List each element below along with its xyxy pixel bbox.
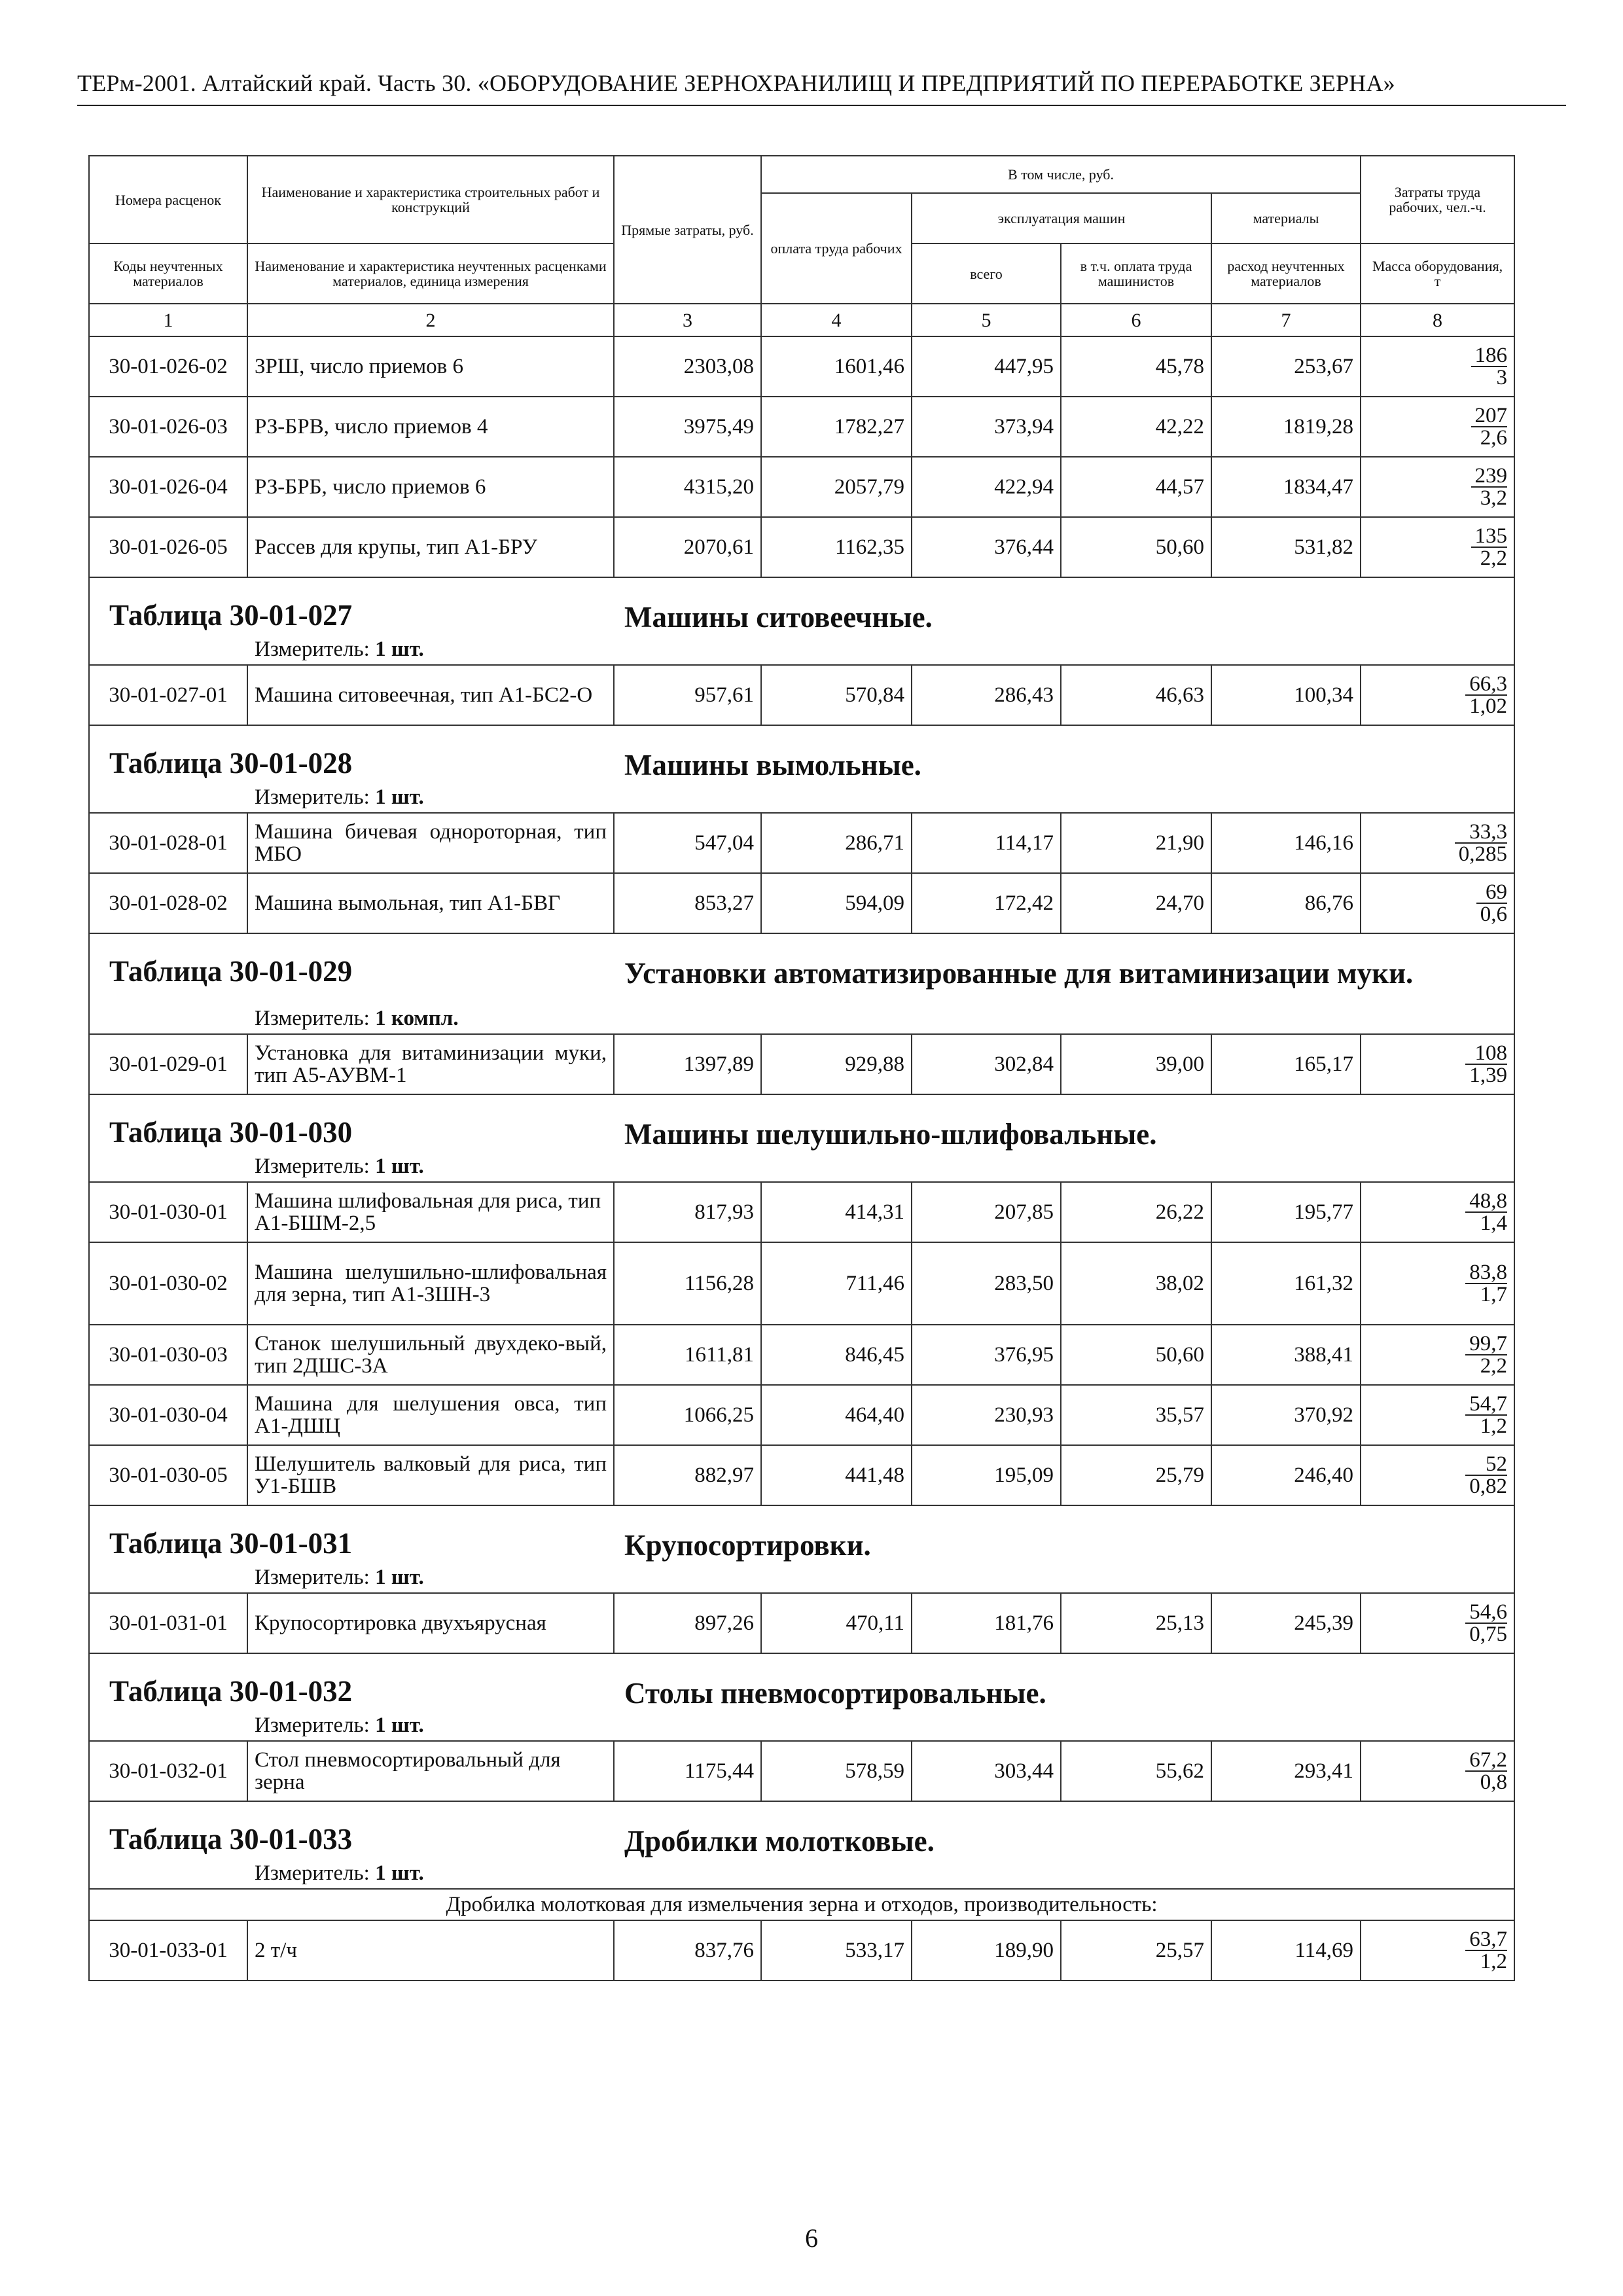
materials-cost: 388,41 — [1211, 1325, 1361, 1385]
labor-hours-mass — [1361, 1445, 1514, 1505]
section-number: Таблица 30-01-027 — [109, 599, 353, 632]
section-unit — [255, 1862, 424, 1884]
direct-costs: 1611,81 — [614, 1325, 761, 1385]
machinists-pay: 46,63 — [1061, 665, 1211, 725]
materials-cost: 161,32 — [1211, 1242, 1361, 1325]
rates-table — [88, 155, 1515, 1981]
materials-cost: 1834,47 — [1211, 457, 1361, 517]
materials-cost: 531,82 — [1211, 517, 1361, 577]
table-row — [89, 336, 1514, 397]
rate-code: 30-01-033-01 — [89, 1920, 247, 1981]
subheader-row — [89, 1889, 1514, 1920]
rate-code: 30-01-026-04 — [89, 457, 247, 517]
materials-cost: 114,69 — [1211, 1920, 1361, 1981]
unit-value: 1 компл. — [375, 1007, 459, 1030]
unit-label: Измеритель: — [255, 1155, 370, 1178]
labor-hours: 83,8 — [1465, 1262, 1507, 1284]
rate-code: 30-01-027-01 — [89, 665, 247, 725]
machines-total: 376,95 — [912, 1325, 1061, 1385]
unit-value: 1 шт. — [375, 785, 424, 809]
section-title: Машины ситовеечные. — [624, 601, 933, 634]
table-row — [89, 665, 1514, 725]
equipment-mass: 2,6 — [1480, 425, 1508, 450]
table-row — [89, 873, 1514, 933]
table-row — [89, 457, 1514, 517]
labor-pay: 578,59 — [761, 1741, 912, 1801]
machinists-pay: 25,79 — [1061, 1445, 1211, 1505]
col-header-material-codes: Коды неучтенных материалов — [89, 243, 247, 304]
col-header-material-names: Наименование и характеристика неучтенных расценками материалов, единица измерения — [247, 243, 614, 304]
work-name: РЗ-БРВ, число приемов 4 — [247, 397, 614, 457]
machinists-pay: 50,60 — [1061, 517, 1211, 577]
table-row — [89, 1385, 1514, 1445]
materials-cost: 100,34 — [1211, 665, 1361, 725]
table-row — [89, 1242, 1514, 1325]
direct-costs: 547,04 — [614, 813, 761, 873]
machinists-pay: 24,70 — [1061, 873, 1211, 933]
unit-value: 1 шт. — [375, 1155, 424, 1178]
unit-value: 1 шт. — [375, 1566, 424, 1589]
work-name: Станок шелушильный двухдеко-вый, тип 2ДШС-3А — [247, 1325, 614, 1385]
fraction — [1465, 1454, 1507, 1497]
machinists-pay: 44,57 — [1061, 457, 1211, 517]
section-title: Машины вымольные. — [624, 749, 921, 781]
labor-hours: 33,3 — [1455, 821, 1507, 844]
rate-code: 30-01-031-01 — [89, 1593, 247, 1653]
labor-hours: 108 — [1465, 1043, 1507, 1065]
machines-total: 172,42 — [912, 873, 1061, 933]
materials-cost: 293,41 — [1211, 1741, 1361, 1801]
machinists-pay: 26,22 — [1061, 1182, 1211, 1242]
machines-total: 181,76 — [912, 1593, 1061, 1653]
section-title: Установки автоматизированные для витаминизации муки. — [624, 957, 1414, 990]
rate-code: 30-01-032-01 — [89, 1741, 247, 1801]
labor-hours-mass — [1361, 813, 1514, 873]
direct-costs: 1156,28 — [614, 1242, 761, 1325]
fraction — [1465, 1333, 1507, 1376]
equipment-mass: 3 — [1496, 365, 1508, 389]
machines-total: 283,50 — [912, 1242, 1061, 1325]
work-name: Машина бичевая однороторная, тип МБО — [247, 813, 614, 873]
rate-code: 30-01-030-05 — [89, 1445, 247, 1505]
section-title: Дробилки молотковые. — [624, 1825, 935, 1857]
fraction — [1471, 345, 1508, 388]
rate-code: 30-01-030-04 — [89, 1385, 247, 1445]
table-row — [89, 1445, 1514, 1505]
labor-hours: 135 — [1471, 526, 1508, 548]
work-name: Машина шлифовальная для риса, тип А1-БШМ-2,5 — [247, 1182, 614, 1242]
page-header: ТЕРм-2001. Алтайский край. Часть 30. «ОБОРУДОВАНИЕ ЗЕРНОХРАНИЛИЩ И ПРЕДПРИЯТИЙ ПО ПЕРЕРАБОТКЕ ЗЕРНА» — [77, 70, 1395, 96]
work-name: Крупосортировка двухъярусная — [247, 1593, 614, 1653]
labor-hours-mass — [1361, 1593, 1514, 1653]
section-header — [89, 933, 1514, 1034]
col-header-machinists-pay: в т.ч. оплата труда машинистов — [1061, 243, 1211, 304]
section-number: Таблица 30-01-029 — [109, 955, 353, 988]
section-unit — [255, 1155, 424, 1177]
section-header-row — [89, 1801, 1514, 1889]
section-header-row — [89, 577, 1514, 665]
rate-code: 30-01-030-03 — [89, 1325, 247, 1385]
section-unit — [255, 786, 424, 808]
section-header-row — [89, 1094, 1514, 1182]
equipment-mass: 1,2 — [1480, 1414, 1508, 1438]
fraction — [1465, 1043, 1507, 1086]
fraction — [1465, 673, 1507, 717]
fraction — [1471, 405, 1508, 448]
materials-cost: 86,76 — [1211, 873, 1361, 933]
labor-pay: 929,88 — [761, 1034, 912, 1094]
section-unit — [255, 638, 424, 660]
section-number: Таблица 30-01-028 — [109, 747, 353, 780]
section-unit — [255, 1007, 459, 1030]
labor-hours-mass — [1361, 1920, 1514, 1981]
col-header-labor-pay: оплата труда рабочих — [761, 193, 912, 304]
labor-hours: 69 — [1476, 882, 1507, 904]
col-header-work-name: Наименование и характеристика строительных работ и конструкций — [247, 156, 614, 243]
labor-pay: 414,31 — [761, 1182, 912, 1242]
direct-costs: 4315,20 — [614, 457, 761, 517]
machinists-pay: 35,57 — [1061, 1385, 1211, 1445]
work-name: Машина ситовеечная, тип А1-БС2-О — [247, 665, 614, 725]
labor-hours-mass — [1361, 665, 1514, 725]
table-row — [89, 397, 1514, 457]
table-row — [89, 1182, 1514, 1242]
labor-pay: 1162,35 — [761, 517, 912, 577]
rate-code: 30-01-030-02 — [89, 1242, 247, 1325]
section-header — [89, 1505, 1514, 1593]
page-number: 6 — [805, 2223, 818, 2253]
direct-costs: 1397,89 — [614, 1034, 761, 1094]
section-header — [89, 577, 1514, 665]
machines-total: 447,95 — [912, 336, 1061, 397]
equipment-mass: 0,82 — [1469, 1474, 1508, 1498]
machines-total: 286,43 — [912, 665, 1061, 725]
fraction — [1465, 1262, 1507, 1305]
direct-costs: 957,61 — [614, 665, 761, 725]
table-row — [89, 1593, 1514, 1653]
col-header-machine-operation: эксплуатация машин — [912, 193, 1211, 243]
section-title: Столы пневмосортировальные. — [624, 1677, 1046, 1710]
machinists-pay: 55,62 — [1061, 1741, 1211, 1801]
table-row — [89, 1325, 1514, 1385]
table-row — [89, 1034, 1514, 1094]
machines-total: 376,44 — [912, 517, 1061, 577]
rate-code: 30-01-028-01 — [89, 813, 247, 873]
col-header-including: В том числе, руб. — [761, 156, 1361, 193]
table-row — [89, 1920, 1514, 1981]
materials-cost: 165,17 — [1211, 1034, 1361, 1094]
col-header-materials: материалы — [1211, 193, 1361, 243]
labor-hours: 48,8 — [1465, 1191, 1507, 1213]
labor-hours-mass — [1361, 1741, 1514, 1801]
section-header — [89, 1801, 1514, 1889]
machinists-pay: 38,02 — [1061, 1242, 1211, 1325]
fraction — [1465, 1929, 1507, 1972]
col-header-direct-costs: Прямые затраты, руб. — [614, 156, 761, 304]
table-row — [89, 1741, 1514, 1801]
col-header-rate-numbers: Номера расценок — [89, 156, 247, 243]
fraction — [1476, 882, 1507, 925]
fraction — [1465, 1749, 1507, 1793]
labor-pay: 594,09 — [761, 873, 912, 933]
labor-pay: 464,40 — [761, 1385, 912, 1445]
col-number: 1 — [89, 304, 247, 336]
fraction — [1465, 1393, 1507, 1437]
fraction — [1471, 465, 1508, 509]
work-name: Рассев для крупы, тип А1-БРУ — [247, 517, 614, 577]
col-header-machines-total: всего — [912, 243, 1061, 304]
labor-hours: 186 — [1471, 345, 1508, 367]
unit-label: Измеритель: — [255, 637, 370, 661]
equipment-mass: 0,285 — [1458, 842, 1508, 866]
machinists-pay: 21,90 — [1061, 813, 1211, 873]
equipment-mass: 1,2 — [1480, 1949, 1508, 1973]
table-row — [89, 517, 1514, 577]
labor-pay: 286,71 — [761, 813, 912, 873]
labor-hours: 54,6 — [1465, 1602, 1507, 1624]
work-name: Машина шелушильно-шлифовальная для зерна, тип А1-ЗШН-3 — [247, 1242, 614, 1325]
labor-pay: 570,84 — [761, 665, 912, 725]
section-header — [89, 725, 1514, 813]
machinists-pay: 42,22 — [1061, 397, 1211, 457]
direct-costs: 1066,25 — [614, 1385, 761, 1445]
labor-pay: 533,17 — [761, 1920, 912, 1981]
col-number: 2 — [247, 304, 614, 336]
section-number: Таблица 30-01-031 — [109, 1527, 353, 1560]
materials-cost: 195,77 — [1211, 1182, 1361, 1242]
unit-value: 1 шт. — [375, 1861, 424, 1885]
section-number: Таблица 30-01-032 — [109, 1675, 353, 1708]
machinists-pay: 25,57 — [1061, 1920, 1211, 1981]
machines-total: 207,85 — [912, 1182, 1061, 1242]
labor-pay: 1782,27 — [761, 397, 912, 457]
unit-label: Измеритель: — [255, 1861, 370, 1885]
subheader: Дробилка молотковая для измельчения зерна и отходов, производительность: — [89, 1889, 1514, 1920]
rate-code: 30-01-029-01 — [89, 1034, 247, 1094]
equipment-mass: 1,39 — [1469, 1063, 1508, 1087]
work-name: ЗРШ, число приемов 6 — [247, 336, 614, 397]
rate-code: 30-01-030-01 — [89, 1182, 247, 1242]
materials-cost: 370,92 — [1211, 1385, 1361, 1445]
col-header-equipment-mass: Масса оборудования, т — [1361, 243, 1514, 304]
direct-costs: 1175,44 — [614, 1741, 761, 1801]
table-head — [89, 156, 1514, 336]
machines-total: 422,94 — [912, 457, 1061, 517]
unit-label: Измеритель: — [255, 785, 370, 809]
unit-value: 1 шт. — [375, 637, 424, 661]
work-name: Машина для шелушения овса, тип А1-ДШЦ — [247, 1385, 614, 1445]
col-number: 8 — [1361, 304, 1514, 336]
equipment-mass: 0,75 — [1469, 1622, 1508, 1646]
rate-code: 30-01-026-03 — [89, 397, 247, 457]
direct-costs: 817,93 — [614, 1182, 761, 1242]
machines-total: 189,90 — [912, 1920, 1061, 1981]
labor-hours-mass — [1361, 336, 1514, 397]
labor-pay: 846,45 — [761, 1325, 912, 1385]
direct-costs: 882,97 — [614, 1445, 761, 1505]
col-header-labor-hours: Затраты труда рабочих, чел.-ч. — [1361, 156, 1514, 243]
col-header-unaccounted-materials: расход неучтенных материалов — [1211, 243, 1361, 304]
equipment-mass: 0,6 — [1480, 902, 1508, 926]
labor-pay: 441,48 — [761, 1445, 912, 1505]
labor-pay: 470,11 — [761, 1593, 912, 1653]
direct-costs: 2070,61 — [614, 517, 761, 577]
labor-hours-mass — [1361, 457, 1514, 517]
labor-hours-mass — [1361, 1325, 1514, 1385]
labor-hours: 52 — [1465, 1454, 1507, 1476]
direct-costs: 853,27 — [614, 873, 761, 933]
labor-pay: 1601,46 — [761, 336, 912, 397]
rate-code: 30-01-026-05 — [89, 517, 247, 577]
equipment-mass: 1,02 — [1469, 694, 1508, 718]
materials-cost: 246,40 — [1211, 1445, 1361, 1505]
section-unit — [255, 1714, 424, 1736]
direct-costs: 837,76 — [614, 1920, 761, 1981]
equipment-mass: 2,2 — [1480, 546, 1508, 570]
machinists-pay: 25,13 — [1061, 1593, 1211, 1653]
machines-total: 195,09 — [912, 1445, 1061, 1505]
labor-hours: 67,2 — [1465, 1749, 1507, 1772]
rate-code: 30-01-028-02 — [89, 873, 247, 933]
section-unit — [255, 1566, 424, 1588]
unit-label: Измеритель: — [255, 1713, 370, 1737]
fraction — [1471, 526, 1508, 569]
labor-hours: 54,7 — [1465, 1393, 1507, 1416]
section-header — [89, 1653, 1514, 1741]
col-number: 4 — [761, 304, 912, 336]
equipment-mass: 2,2 — [1480, 1354, 1508, 1378]
machines-total: 230,93 — [912, 1385, 1061, 1445]
section-header-row — [89, 1505, 1514, 1593]
section-header-row — [89, 725, 1514, 813]
labor-hours-mass — [1361, 1242, 1514, 1325]
labor-pay: 2057,79 — [761, 457, 912, 517]
work-name: 2 т/ч — [247, 1920, 614, 1981]
direct-costs: 2303,08 — [614, 336, 761, 397]
machinists-pay: 39,00 — [1061, 1034, 1211, 1094]
labor-hours: 66,3 — [1465, 673, 1507, 696]
machinists-pay: 45,78 — [1061, 336, 1211, 397]
labor-hours: 63,7 — [1465, 1929, 1507, 1951]
labor-hours-mass — [1361, 873, 1514, 933]
labor-hours: 239 — [1471, 465, 1508, 488]
section-number: Таблица 30-01-033 — [109, 1823, 353, 1856]
labor-hours-mass — [1361, 1034, 1514, 1094]
machines-total: 303,44 — [912, 1741, 1061, 1801]
col-number: 7 — [1211, 304, 1361, 336]
labor-hours-mass — [1361, 1385, 1514, 1445]
equipment-mass: 0,8 — [1480, 1770, 1508, 1794]
labor-hours-mass — [1361, 517, 1514, 577]
section-header — [89, 1094, 1514, 1182]
col-number: 6 — [1061, 304, 1211, 336]
machines-total: 302,84 — [912, 1034, 1061, 1094]
materials-cost: 253,67 — [1211, 336, 1361, 397]
labor-hours-mass — [1361, 397, 1514, 457]
equipment-mass: 3,2 — [1480, 486, 1508, 510]
direct-costs: 897,26 — [614, 1593, 761, 1653]
section-title: Машины шелушильно-шлифовальные. — [624, 1118, 1157, 1151]
col-number: 3 — [614, 304, 761, 336]
machines-total: 114,17 — [912, 813, 1061, 873]
unit-value: 1 шт. — [375, 1713, 424, 1737]
section-title: Крупосортировки. — [624, 1529, 871, 1562]
machines-total: 373,94 — [912, 397, 1061, 457]
labor-hours: 207 — [1471, 405, 1508, 427]
table-body — [89, 336, 1514, 1981]
labor-pay: 711,46 — [761, 1242, 912, 1325]
work-name: РЗ-БРБ, число приемов 6 — [247, 457, 614, 517]
direct-costs: 3975,49 — [614, 397, 761, 457]
unit-label: Измеритель: — [255, 1566, 370, 1589]
work-name: Машина вымольная, тип А1-БВГ — [247, 873, 614, 933]
section-header-row — [89, 933, 1514, 1034]
rate-code: 30-01-026-02 — [89, 336, 247, 397]
table-row — [89, 813, 1514, 873]
work-name: Шелушитель валковый для риса, тип У1-БШВ — [247, 1445, 614, 1505]
work-name: Стол пневмосортировальный для зерна — [247, 1741, 614, 1801]
fraction — [1465, 1191, 1507, 1234]
section-number: Таблица 30-01-030 — [109, 1116, 353, 1149]
equipment-mass: 1,4 — [1480, 1211, 1508, 1235]
equipment-mass: 1,7 — [1480, 1282, 1508, 1306]
header-rule — [77, 105, 1566, 106]
machinists-pay: 50,60 — [1061, 1325, 1211, 1385]
fraction — [1465, 1602, 1507, 1645]
unit-label: Измеритель: — [255, 1007, 370, 1030]
labor-hours-mass — [1361, 1182, 1514, 1242]
labor-hours: 99,7 — [1465, 1333, 1507, 1355]
materials-cost: 1819,28 — [1211, 397, 1361, 457]
materials-cost: 245,39 — [1211, 1593, 1361, 1653]
work-name: Установка для витаминизации муки, тип А5-АУВМ-1 — [247, 1034, 614, 1094]
section-header-row — [89, 1653, 1514, 1741]
fraction — [1455, 821, 1507, 865]
col-number: 5 — [912, 304, 1061, 336]
materials-cost: 146,16 — [1211, 813, 1361, 873]
